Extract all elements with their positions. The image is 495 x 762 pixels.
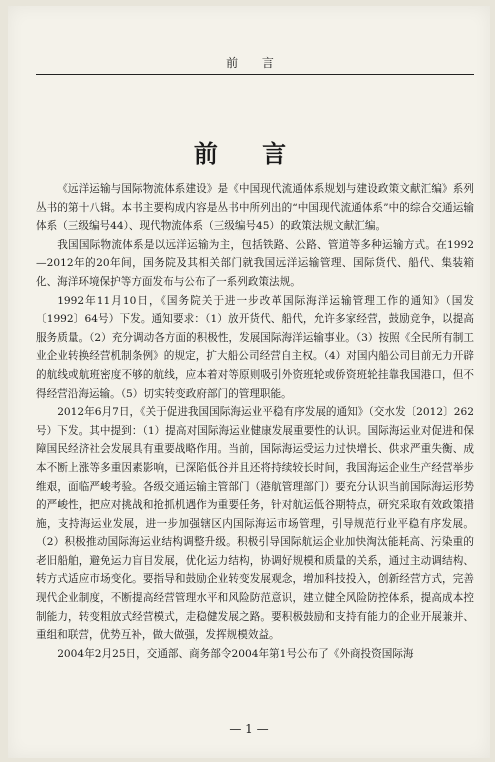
paragraph: 《远洋运输与国际物流体系建设》是《中国现代流通体系规划与建设政策文献汇编》系列丛书的第十八辑。本书主要构成内容是丛书中所列出的“中国现代流通体系”中的综合交通运输体系（三级编号44）、现代物流体系（三级编号45）的政策法规文献汇编。 (36, 183, 474, 233)
paragraph: 我国国际物流体系是以远洋运输为主，包括铁路、公路、管道等多种运输方式。在1992—2012年的20年间，国务院及其相关部门就我国远洋运输管理、国际货代、船代、集装箱化、海洋环境保护等方面发布与公布了一系列政策法规。 (36, 238, 474, 288)
page-title: 前 言 (193, 139, 305, 168)
paragraph: 1992年11月10日，《国务院关于进一步改革国际海洋运输管理工作的通知》（国发〔1992〕64号）下发。通知要求：（1）放开货代、船代，允许多家经营，鼓励竞争，以提高服务质量。（2）充分调动各方面的积极性，发展国际海洋运输事业。（3）按照《全民所有制工业企业转换经营机制条例》的规定，扩大船公司经营自主权。（4）对国内船公司目前无力开辟的航线或航班密度不够的航线，应本着对等原则吸引外资班轮或侨资班轮挂靠我国港口，但不得经营沿海运输。（5）切实转变政府部门的管理职能。 (36, 294, 474, 400)
document-page (8, 6, 490, 758)
running-header: 前 言 (226, 56, 284, 70)
body-text (36, 180, 474, 663)
page-number: — 1 — (229, 722, 269, 736)
paragraph: 2004年2月25日，交通部、商务部令2004年第1号公布了《外商投资国际海 (57, 647, 414, 660)
paragraph: 2012年6月7日，《关于促进我国国际海运业平稳有序发展的通知》（交水发〔2012〕262号）下发。其中提到：（1）提高对国际海运业健康发展重要性的认识。国际海运业对促进和保障国民经济社会发展具有重要战略作用。当前，国际海运受运力过快增长、供求严重失衡、成本不断上涨等多重因素影响，已深陷低谷并且还将持续较长时间，我国海运企业生产经营举步维艰，面临严峻考验。各级交通运输主管部门（港航管理部门）要充分认识当前国际海运形势的严峻性，把应对挑战和抢抓机遇作为重要任务，针对航运低谷期特点，研究采取有效政策措施，支持海运业发展，进一步加强辖区内国际海运市场管理，引导规范行业平稳有序发展。（2）积极推动国际海运业结构调整升级。积极引导国际航运企业加快淘汰能耗高、污染重的老旧船舶，避免运力盲目发展，优化运力结构，协调好规模和质量的关系，通过主动调结构、转方式适应市场变化。要指导和鼓励企业转变发展观念，增加科技投入，创新经营方式，完善现代企业制度，不断提高经营管理水平和风险防范意识，建立健全风险防控体系，提高成本控制能力，转变粗放式经营模式，走稳健发展之路。要积极鼓励和支持有能力的企业开展兼并、重组和联营，优势互补，做大做强，发挥规模效益。 (36, 406, 474, 642)
header-rule (36, 74, 474, 75)
